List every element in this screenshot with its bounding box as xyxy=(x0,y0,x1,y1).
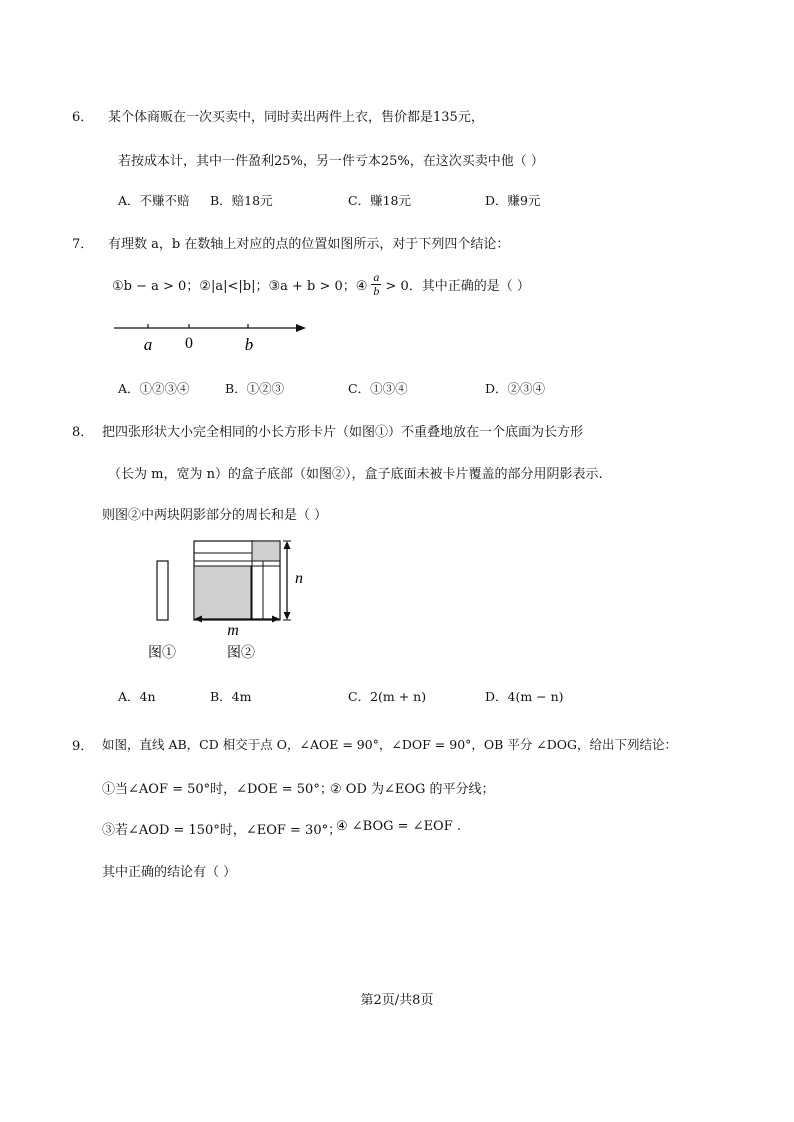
label-a: a xyxy=(143,335,153,354)
q7-number: 7． xyxy=(72,237,94,252)
number-line-arrow-icon xyxy=(296,324,306,332)
q8-figures xyxy=(140,535,315,665)
q8-option-a: A．4n xyxy=(118,689,156,704)
label-b: b xyxy=(244,335,254,354)
q7-number-line xyxy=(110,316,320,358)
q6-option-d: D．赚9元 xyxy=(485,193,541,208)
q6-line1: 某个体商贩在一次买卖中，同时卖出两件上衣，售价都是135元， xyxy=(108,110,484,125)
q7-line1: 有理数 a，b 在数轴上对应的点的位置如图所示，对于下列四个结论： xyxy=(108,237,510,252)
q7-conclusions xyxy=(112,271,530,298)
q7-option-c: C．①③④ xyxy=(348,381,408,396)
q8-option-c: C．2(m + n) xyxy=(348,689,427,704)
q7-conclusions-text: ①b − a > 0；②|a|<|b|；③a + b > 0；④ xyxy=(112,279,368,294)
q8-number: 8． xyxy=(72,425,94,440)
page-footer: 第2页/共8页 xyxy=(360,993,434,1008)
label-0: 0 xyxy=(185,335,193,352)
q9-conclusion-3: ③若∠AOD = 150°时，∠EOF = 30°； xyxy=(102,823,342,838)
q8-line3: 则图②中两块阴影部分的周长和是（ ） xyxy=(102,508,328,523)
n-arrow-up-icon xyxy=(284,541,291,549)
q6-option-b: B．赔18元 xyxy=(210,193,273,208)
q8-option-d: D．4(m − n) xyxy=(485,689,564,704)
q6-option-c: C．赚18元 xyxy=(348,193,411,208)
q9-conclusion-4: ④ ∠BOG = ∠EOF . xyxy=(336,819,461,834)
q6-number: 6． xyxy=(72,110,94,125)
q6-option-a: A．不赚不赔 xyxy=(118,193,190,208)
q9-conclusion-2: ② OD 为∠EOG 的平分线； xyxy=(330,782,495,797)
fig1-caption: 图① xyxy=(148,646,176,661)
q6-line2: 若按成本计，其中一件盈利25%，另一件亏本25%，在这次买卖中他（ ） xyxy=(118,154,544,169)
q8-option-b: B．4m xyxy=(210,689,252,704)
q9-conclusion-1: ①当∠AOF = 50°时，∠DOE = 50°； xyxy=(102,782,333,797)
q7-option-d: D．②③④ xyxy=(485,381,546,396)
q7-option-b: B．①②③ xyxy=(225,381,285,396)
q8-line2: （长为 m，宽为 n）的盒子底部（如图②），盒子底面未被卡片覆盖的部分用阴影表示. xyxy=(108,467,603,482)
m-label: m xyxy=(227,622,239,639)
q9-line1: 如图，直线 AB，CD 相交于点 O，∠AOE = 90°，∠DOF = 90°，OB 平分 ∠DOG，给出下列结论： xyxy=(102,737,678,752)
fig2-caption: 图② xyxy=(227,646,255,661)
q8-line1: 把四张形状大小完全相同的小长方形卡片（如图①）不重叠地放在一个底面为长方形 xyxy=(102,425,584,440)
q9-question-end: 其中正确的结论有（ ） xyxy=(102,865,237,880)
q7-frac-den: b xyxy=(373,284,380,298)
fig2-shade-top-right xyxy=(252,541,280,561)
n-arrow-down-icon xyxy=(284,612,291,620)
fig1-card xyxy=(157,561,168,620)
q7-option-a: A．①②③④ xyxy=(118,381,190,396)
fig2-shade-bottom-left xyxy=(194,566,251,620)
q9-number: 9． xyxy=(72,739,94,754)
n-label: n xyxy=(295,570,303,587)
q7-after-fraction: > 0．其中正确的是（ ） xyxy=(385,279,530,294)
q7-fraction xyxy=(371,271,381,298)
q7-frac-num: a xyxy=(373,270,380,284)
